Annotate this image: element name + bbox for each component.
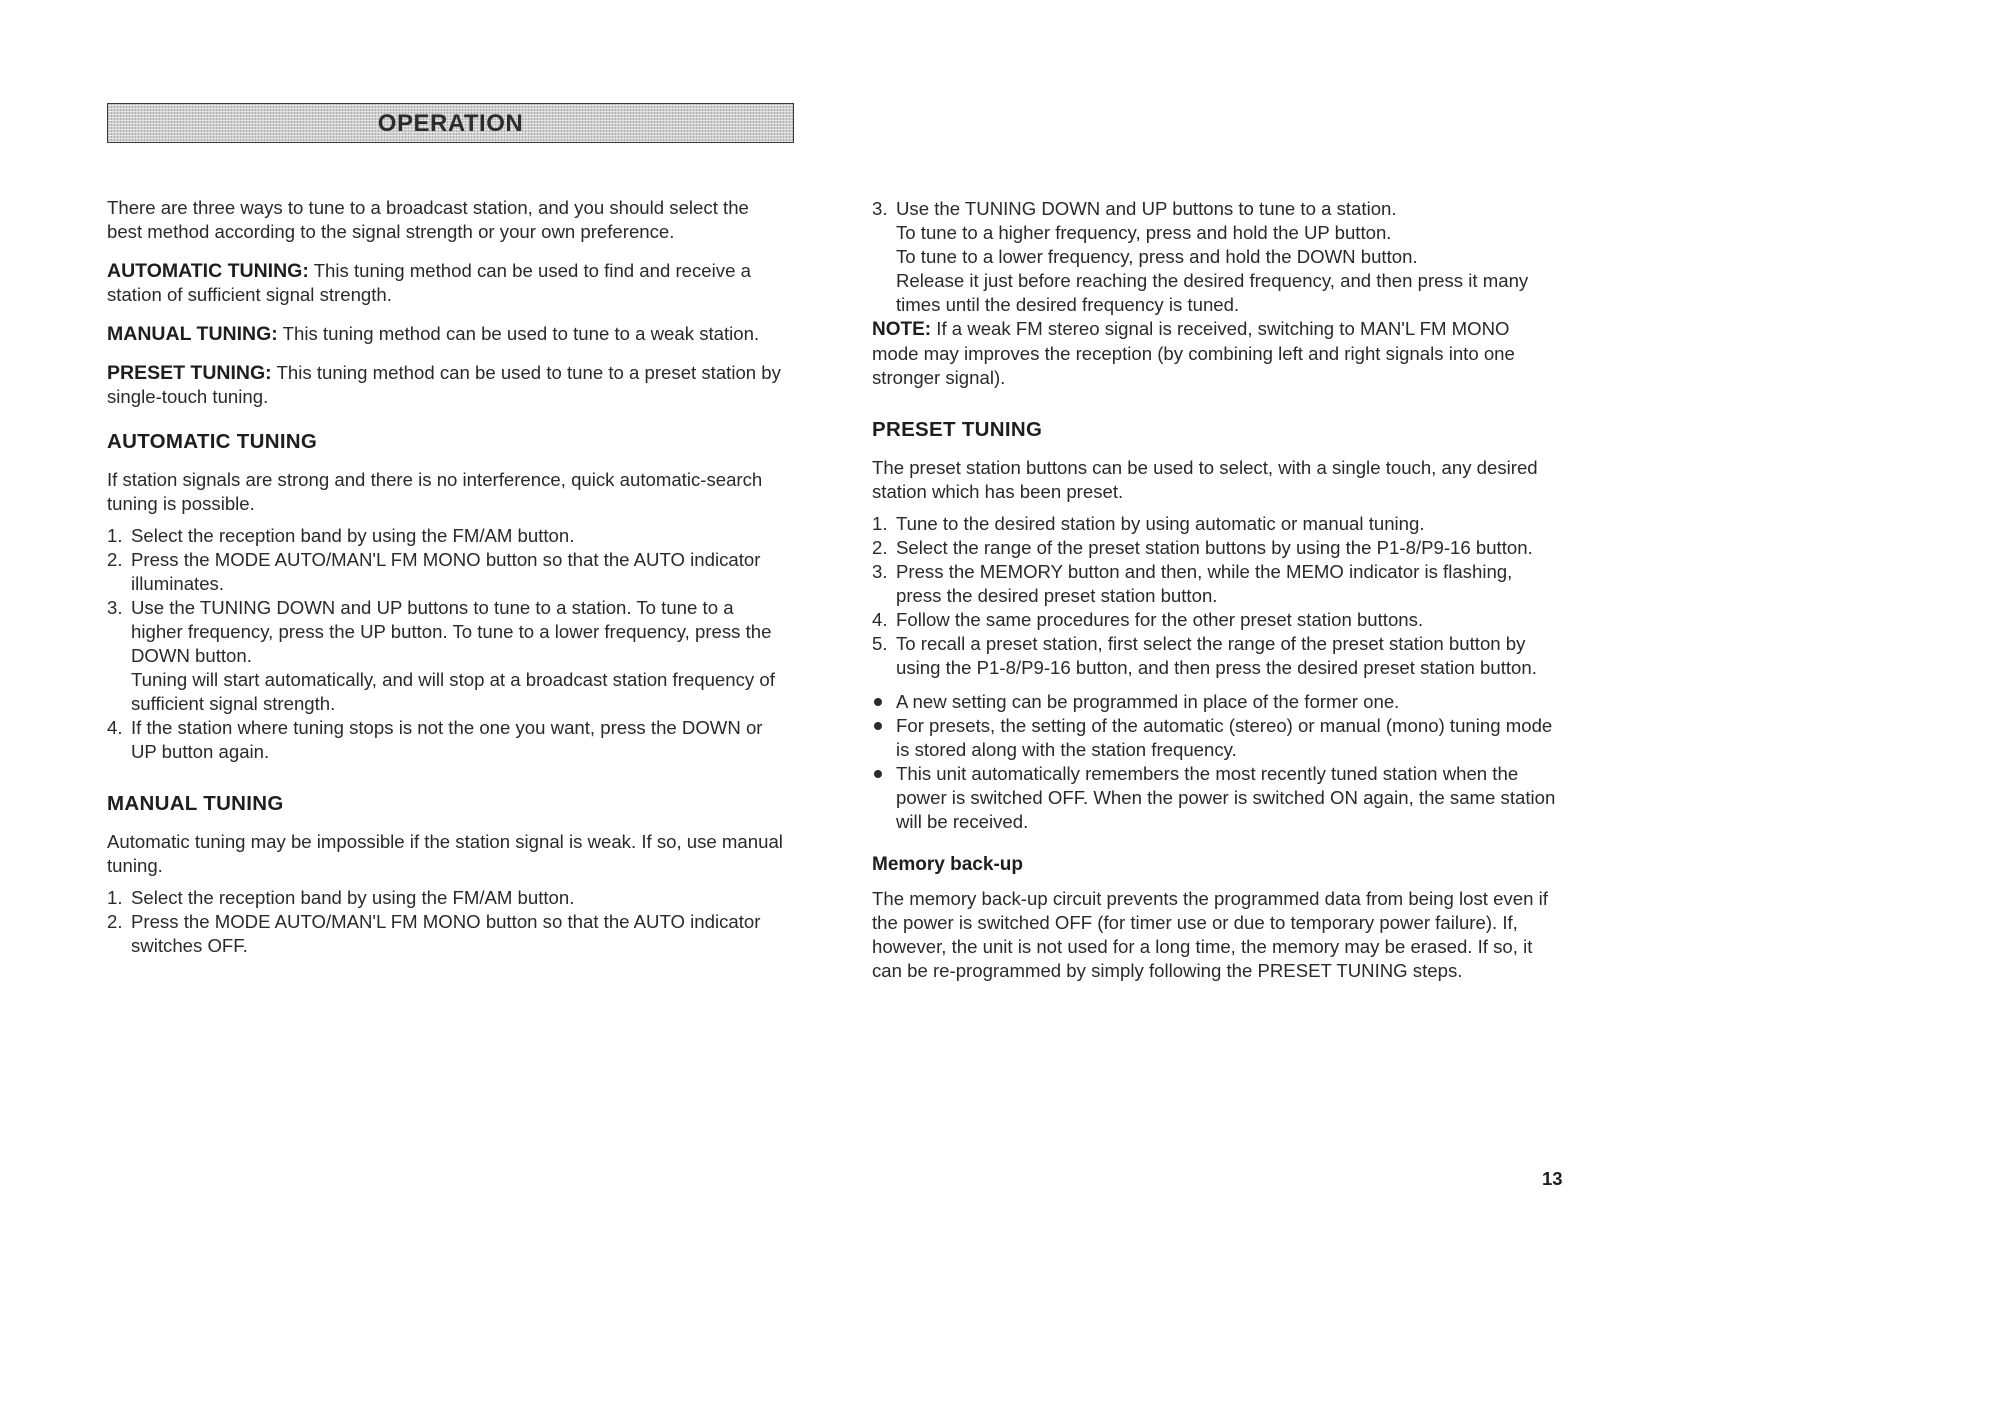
step-number: 3. <box>872 561 888 582</box>
manual-tuning-intro: Automatic tuning may be impossible if the station signal is weak. If so, use manual tuning. <box>107 831 783 876</box>
step-text: Select the range of the preset station buttons by using the P1-8/P9-16 button. <box>896 537 1533 558</box>
list-item <box>107 910 787 958</box>
bullet-icon <box>874 722 882 730</box>
bullet-icon <box>874 698 882 706</box>
step-number: 5. <box>872 633 888 654</box>
operation-banner <box>107 103 794 143</box>
bullet-item <box>872 714 1557 762</box>
step-text: Press the MEMORY button and then, while the MEMO indicator is flashing, press the desired preset station button. <box>896 561 1513 606</box>
bullet-text: For presets, the setting of the automatic (stereo) or manual (mono) tuning mode is stored along with the station frequency. <box>896 715 1553 760</box>
definition-term: AUTOMATIC TUNING: <box>107 260 309 282</box>
step-text: Press the MODE AUTO/MAN'L FM MONO button so that the AUTO indicator switches OFF. <box>131 911 761 956</box>
bullet-item <box>872 690 1557 714</box>
preset-tuning-heading: PRESET TUNING <box>872 418 1043 441</box>
definition-preset <box>107 361 787 409</box>
step-text: Select the reception band by using the FM/AM button. <box>131 887 575 908</box>
bullet-text: This unit automatically remembers the most recently tuned station when the power is switched OFF. When the power is switched ON again, the same station will be received. <box>896 763 1556 832</box>
step-text: Follow the same procedures for the other preset station buttons. <box>896 609 1424 630</box>
step-text: Use the TUNING DOWN and UP buttons to tune to a station. <box>896 198 1397 219</box>
left-column <box>107 196 787 958</box>
step-number: 1. <box>107 887 123 908</box>
list-item <box>872 608 1557 632</box>
step-text: To recall a preset station, first select the range of the preset station button by using the P1-8/P9-16 button, and then press the desired preset station button. <box>896 633 1537 678</box>
step-text: Select the reception band by using the FM/AM button. <box>131 525 575 546</box>
step-number: 2. <box>107 911 123 932</box>
list-item <box>872 560 1557 608</box>
step-number: 2. <box>107 549 123 570</box>
bullet-text: A new setting can be programmed in place of the former one. <box>896 691 1400 712</box>
list-item <box>872 197 1557 317</box>
manual-tuning-steps-continued <box>872 197 1557 317</box>
definition-text: This tuning method can be used to find and receive a station of sufficient signal strength. <box>107 260 751 305</box>
list-item <box>107 524 787 548</box>
list-item <box>107 596 787 716</box>
automatic-tuning-steps <box>107 524 787 764</box>
note-paragraph <box>872 317 1557 390</box>
definition-term: MANUAL TUNING: <box>107 323 278 345</box>
list-item <box>107 716 787 764</box>
step-number: 1. <box>107 525 123 546</box>
step-continuation: Tuning will start automatically, and will stop at a broadcast station frequency of sufficient signal strength. <box>131 669 775 714</box>
bullet-item <box>872 762 1557 834</box>
list-item <box>872 536 1557 560</box>
step-continuation: To tune to a lower frequency, press and hold the DOWN button. <box>896 246 1418 267</box>
preset-tuning-intro: The preset station buttons can be used to select, with a single touch, any desired station which has been preset. <box>872 457 1538 502</box>
automatic-tuning-intro: If station signals are strong and there is no interference, quick automatic-search tuning is possible. <box>107 469 763 514</box>
step-number: 3. <box>107 597 123 618</box>
step-text: Tune to the desired station by using automatic or manual tuning. <box>896 513 1425 534</box>
manual-tuning-steps <box>107 886 787 958</box>
definition-text: This tuning method can be used to tune to a weak station. <box>282 323 760 344</box>
memory-backup-heading: Memory back-up <box>872 854 1023 875</box>
definition-automatic <box>107 259 787 307</box>
step-number: 2. <box>872 537 888 558</box>
step-text: Use the TUNING DOWN and UP buttons to tune to a station. To tune to a higher frequency, press the UP button. To tune to a lower frequency, press the DOWN button. <box>131 597 772 666</box>
list-item <box>107 548 787 596</box>
preset-notes <box>872 690 1557 834</box>
intro-paragraph: There are three ways to tune to a broadcast station, and you should select the best method according to the signal strength or your own preference. <box>107 197 749 242</box>
step-number: 4. <box>107 717 123 738</box>
page-number: 13 <box>1542 1168 1563 1189</box>
banner-title: OPERATION <box>377 110 524 137</box>
step-continuation: Release it just before reaching the desired frequency, and then press it many times until the desired frequency is tuned. <box>896 270 1529 315</box>
list-item <box>872 512 1557 536</box>
note-label: NOTE: <box>872 319 932 340</box>
step-text: If the station where tuning stops is not the one you want, press the DOWN or UP button again. <box>131 717 763 762</box>
list-item <box>107 886 787 910</box>
step-text: Press the MODE AUTO/MAN'L FM MONO button so that the AUTO indicator illuminates. <box>131 549 761 594</box>
definition-manual <box>107 322 787 346</box>
right-column <box>872 197 1557 983</box>
list-item <box>872 632 1557 680</box>
definition-text: This tuning method can be used to tune to a preset station by single-touch tuning. <box>107 362 781 407</box>
automatic-tuning-heading: AUTOMATIC TUNING <box>107 430 318 453</box>
bullet-icon <box>874 770 882 778</box>
manual-tuning-heading: MANUAL TUNING <box>107 792 284 815</box>
memory-backup-text: The memory back-up circuit prevents the programmed data from being lost even if the power is switched OFF (for timer use or due to temporary power failure). If, however, the unit is not used for a long time, the memory may be erased. If so, it can be re-programmed by simply following the PRESET TUNING steps. <box>872 888 1548 981</box>
step-number: 3. <box>872 198 888 219</box>
step-continuation: To tune to a higher frequency, press and hold the UP button. <box>896 222 1392 243</box>
note-text: If a weak FM stereo signal is received, switching to MAN'L FM MONO mode may improves the reception (by combining left and right signals into one stronger signal). <box>872 318 1515 388</box>
definition-term: PRESET TUNING: <box>107 362 272 384</box>
preset-tuning-steps <box>872 512 1557 680</box>
step-number: 1. <box>872 513 888 534</box>
step-number: 4. <box>872 609 888 630</box>
